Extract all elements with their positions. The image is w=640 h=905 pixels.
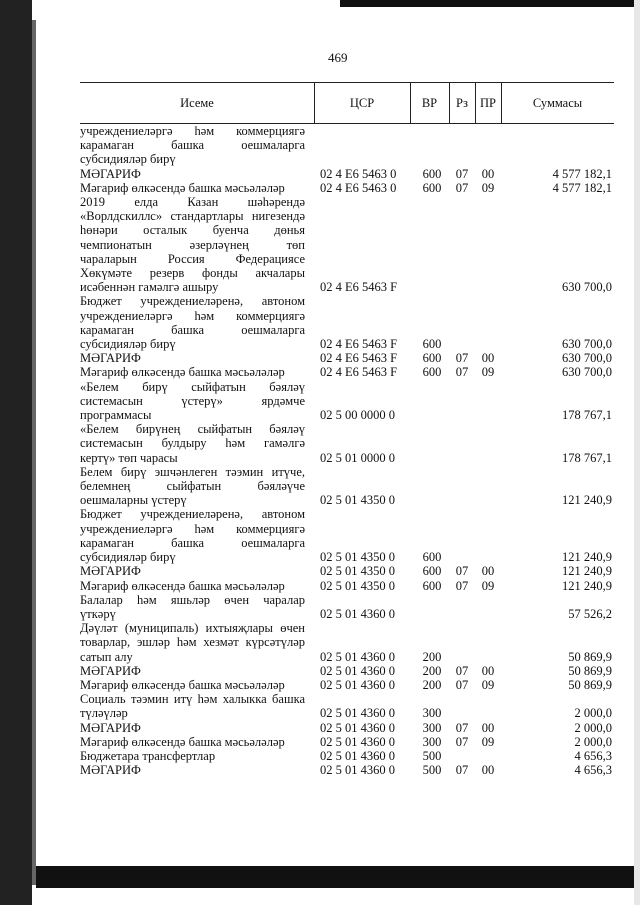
row-pr: 00: [481, 663, 495, 678]
page-number: 469: [328, 50, 348, 65]
row-sum: 630 700,0: [562, 280, 612, 295]
row-sum: 121 240,9: [562, 493, 612, 508]
row-csr: 02 4 Е6 5463 0: [320, 180, 397, 195]
table-row: [80, 465, 614, 508]
row-vr: 500: [422, 763, 442, 778]
row-name-line: субсидияләр бирү: [80, 337, 176, 352]
row-sum: 50 869,9: [568, 649, 612, 664]
table-row: [80, 507, 614, 564]
row-rz: 07: [455, 578, 469, 593]
row-name: [80, 735, 305, 749]
row-name-line: «Белем бирү сыйфатын бәяләү: [80, 379, 305, 394]
table-row: [80, 593, 614, 621]
row-csr: 02 5 01 4350 0: [320, 564, 395, 579]
row-vr: 600: [422, 337, 442, 352]
row-sum: 2 000,0: [574, 734, 612, 749]
row-sum: 630 700,0: [562, 337, 612, 352]
row-rz: 07: [455, 564, 469, 579]
table-row: [80, 380, 614, 423]
row-name-line: Хөкүмәте резерв фонды акчалары: [80, 266, 305, 281]
row-rz: 07: [455, 351, 469, 366]
row-sum: 630 700,0: [562, 351, 612, 366]
row-pr: 09: [481, 365, 495, 380]
row-csr: 02 4 Е6 5463 F: [320, 337, 398, 352]
row-vr: 600: [422, 365, 442, 380]
table-row: [80, 351, 614, 365]
header-name: Исеме: [180, 96, 214, 110]
row-name-line: Балалар һәм яшьләр өчен чаралар: [80, 592, 305, 607]
row-name-line: кертү» төп чарасы: [80, 450, 178, 465]
row-name-line: 2019 елда Казан шәһәрендә: [80, 195, 305, 210]
row-name-line: түләүләр: [80, 706, 128, 721]
row-name-line: МӘГАРИФ: [80, 564, 141, 579]
row-pr: 00: [481, 166, 495, 181]
row-pr: 09: [481, 180, 495, 195]
row-sum: 121 240,9: [562, 578, 612, 593]
row-name: [80, 351, 305, 365]
row-rz: 07: [455, 677, 469, 692]
row-name-line: учреждениеләргә һәм коммерциягә: [80, 124, 305, 138]
row-name-line: МӘГАРИФ: [80, 720, 141, 735]
row-name: [80, 621, 305, 664]
table-row: [80, 167, 614, 181]
row-rz: 07: [455, 180, 469, 195]
table-row: [80, 365, 614, 379]
row-sum: 4 577 182,1: [552, 180, 612, 195]
row-name-line: «Ворлдскиллс» стандартлары нигезендә: [80, 209, 305, 224]
row-vr: 600: [422, 180, 442, 195]
row-pr: 00: [481, 720, 495, 735]
row-sum: 178 767,1: [562, 450, 612, 465]
row-vr: 300: [422, 734, 442, 749]
row-vr: 200: [422, 677, 442, 692]
row-name: [80, 678, 305, 692]
header-pr: ПР: [480, 96, 496, 110]
row-csr: 02 5 01 4360 0: [320, 649, 395, 664]
row-name: [80, 763, 305, 777]
row-csr: 02 5 01 4360 0: [320, 763, 395, 778]
scan-edge-left: [0, 0, 32, 905]
row-name-line: Мәгариф өлкәсендә башка мәсьәләләр: [80, 578, 285, 593]
table-row: [80, 181, 614, 195]
table-header: [80, 82, 614, 124]
row-vr: 300: [422, 706, 442, 721]
row-csr: 02 5 01 0000 0: [320, 450, 395, 465]
row-vr: 600: [422, 564, 442, 579]
row-name: [80, 692, 305, 720]
row-name-line: белемнең сыйфатын бәяләүче: [80, 479, 305, 494]
row-name-line: Бюджетара трансфертлар: [80, 748, 216, 763]
row-csr: 02 5 01 4350 0: [320, 550, 395, 565]
row-vr: 200: [422, 663, 442, 678]
table-row: [80, 294, 614, 351]
row-csr: 02 4 Е6 5463 F: [320, 365, 398, 380]
header-sum: Суммасы: [532, 96, 583, 110]
row-name: [80, 664, 305, 678]
header-rz: Рз: [456, 96, 468, 110]
row-sum: 178 767,1: [562, 408, 612, 423]
row-sum: 50 869,9: [568, 677, 612, 692]
row-name-line: учреждениеләргә һәм коммерциягә: [80, 521, 305, 536]
table-row: [80, 721, 614, 735]
table-row: [80, 124, 614, 167]
row-csr: 02 5 01 4350 0: [320, 578, 395, 593]
row-csr: 02 5 01 4350 0: [320, 493, 395, 508]
header-csr: ЦСР: [349, 96, 375, 110]
row-name: [80, 579, 305, 593]
row-name: [80, 167, 305, 181]
row-name-line: карамаган башка оешмаларга: [80, 535, 305, 550]
row-vr: 600: [422, 351, 442, 366]
row-csr: 02 5 01 4360 0: [320, 606, 395, 621]
row-sum: 4 577 182,1: [552, 166, 612, 181]
row-csr: 02 5 01 4360 0: [320, 677, 395, 692]
row-name-line: Дәүләт (муниципаль) ихтыяҗлары өчен: [80, 621, 305, 636]
row-csr: 02 5 01 4360 0: [320, 720, 395, 735]
row-pr: 09: [481, 677, 495, 692]
row-sum: 121 240,9: [562, 550, 612, 565]
row-name-line: Мәгариф өлкәсендә башка мәсьәләләр: [80, 365, 285, 380]
table-body: [80, 124, 614, 777]
table-row: [80, 749, 614, 763]
row-vr: 300: [422, 720, 442, 735]
row-name-line: чараларын Россия Федерациясе: [80, 251, 305, 266]
table-row: [80, 621, 614, 664]
header-vr: ВР: [421, 96, 438, 110]
table-row: [80, 735, 614, 749]
row-name-line: МӘГАРИФ: [80, 763, 141, 778]
row-vr: 500: [422, 748, 442, 763]
row-name-line: карамаган башка оешмаларга: [80, 322, 305, 337]
row-rz: 07: [455, 734, 469, 749]
row-name: [80, 181, 305, 195]
row-name-line: сатып алу: [80, 649, 133, 664]
table-row: [80, 763, 614, 777]
row-name: [80, 422, 305, 465]
table-row: [80, 422, 614, 465]
row-name-line: учреждениеләргә һәм коммерциягә: [80, 308, 305, 323]
row-csr: 02 4 Е6 5463 F: [320, 280, 398, 295]
row-name-line: субсидияләр бирү: [80, 152, 176, 167]
row-vr: 600: [422, 578, 442, 593]
row-name: [80, 195, 305, 294]
row-name: [80, 380, 305, 423]
row-name-line: Мәгариф өлкәсендә башка мәсьәләләр: [80, 677, 285, 692]
row-pr: 09: [481, 578, 495, 593]
row-name-line: исәбеннән гамәлгә ашыру: [80, 280, 219, 295]
row-pr: 00: [481, 564, 495, 579]
table-row: [80, 579, 614, 593]
scan-edge-bottom: [36, 866, 640, 888]
row-csr: 02 4 Е6 5463 0: [320, 166, 397, 181]
scan-edge-right: [634, 0, 640, 905]
scan-edge-left-inner: [32, 20, 36, 885]
row-name-line: Белем бирү эшчәнлеген тәэмин итүче,: [80, 464, 305, 479]
row-name-line: Мәгариф өлкәсендә башка мәсьәләләр: [80, 180, 285, 195]
row-vr: 200: [422, 649, 442, 664]
table-row: [80, 678, 614, 692]
row-name-line: системасын булдыру һәм гамәлгә: [80, 436, 305, 451]
row-rz: 07: [455, 663, 469, 678]
row-name-line: һөнәри осталык буенча дөнья: [80, 223, 305, 238]
row-name-line: чемпионатын әзерләүнең төп: [80, 237, 305, 252]
row-sum: 50 869,9: [568, 663, 612, 678]
row-name-line: үткәрү: [80, 606, 116, 621]
row-name-line: товарлар, эшләр һәм хезмәт күрсәтүләр: [80, 635, 305, 650]
table-row: [80, 195, 614, 294]
row-name-line: оешмаларны үстерү: [80, 493, 187, 508]
row-name-line: карамаган башка оешмаларга: [80, 138, 305, 153]
row-sum: 2 000,0: [574, 706, 612, 721]
row-csr: 02 4 Е6 5463 F: [320, 351, 398, 366]
row-rz: 07: [455, 720, 469, 735]
row-name-line: Бюджет учреждениеләренә, автоном: [80, 294, 305, 309]
row-sum: 2 000,0: [574, 720, 612, 735]
row-name: [80, 593, 305, 621]
row-pr: 09: [481, 734, 495, 749]
row-csr: 02 5 01 4360 0: [320, 663, 395, 678]
row-csr: 02 5 01 4360 0: [320, 706, 395, 721]
row-name-line: МӘГАРИФ: [80, 663, 141, 678]
row-sum: 630 700,0: [562, 365, 612, 380]
table-row: [80, 564, 614, 578]
row-name-line: Мәгариф өлкәсендә башка мәсьәләләр: [80, 734, 285, 749]
row-sum: 121 240,9: [562, 564, 612, 579]
row-name-line: МӘГАРИФ: [80, 351, 141, 366]
row-name: [80, 365, 305, 379]
row-sum: 57 526,2: [568, 606, 612, 621]
row-csr: 02 5 00 0000 0: [320, 408, 395, 423]
row-pr: 00: [481, 763, 495, 778]
row-sum: 4 656,3: [574, 763, 612, 778]
row-rz: 07: [455, 166, 469, 181]
row-vr: 600: [422, 166, 442, 181]
row-name: [80, 507, 305, 564]
row-name-line: программасы: [80, 408, 152, 423]
row-pr: 00: [481, 351, 495, 366]
row-sum: 4 656,3: [574, 748, 612, 763]
row-vr: 600: [422, 550, 442, 565]
row-name: [80, 564, 305, 578]
row-name-line: МӘГАРИФ: [80, 166, 141, 181]
row-name-line: системасын үстерү» ярдәмче: [80, 393, 305, 408]
row-rz: 07: [455, 365, 469, 380]
row-name: [80, 749, 305, 763]
row-name-line: «Белем бирүнең сыйфатын бәяләү: [80, 422, 305, 437]
row-rz: 07: [455, 763, 469, 778]
table-row: [80, 664, 614, 678]
row-name-line: Социаль тәэмин итү һәм халыкка башка: [80, 692, 305, 707]
scan-edge-top: [340, 0, 640, 7]
row-name-line: Бюджет учреждениеләренә, автоном: [80, 507, 305, 522]
row-csr: 02 5 01 4360 0: [320, 734, 395, 749]
table-row: [80, 692, 614, 720]
row-name: [80, 721, 305, 735]
row-name: [80, 124, 305, 167]
row-name: [80, 465, 305, 508]
row-csr: 02 5 01 4360 0: [320, 748, 395, 763]
row-name-line: субсидияләр бирү: [80, 550, 176, 565]
row-name: [80, 294, 305, 351]
